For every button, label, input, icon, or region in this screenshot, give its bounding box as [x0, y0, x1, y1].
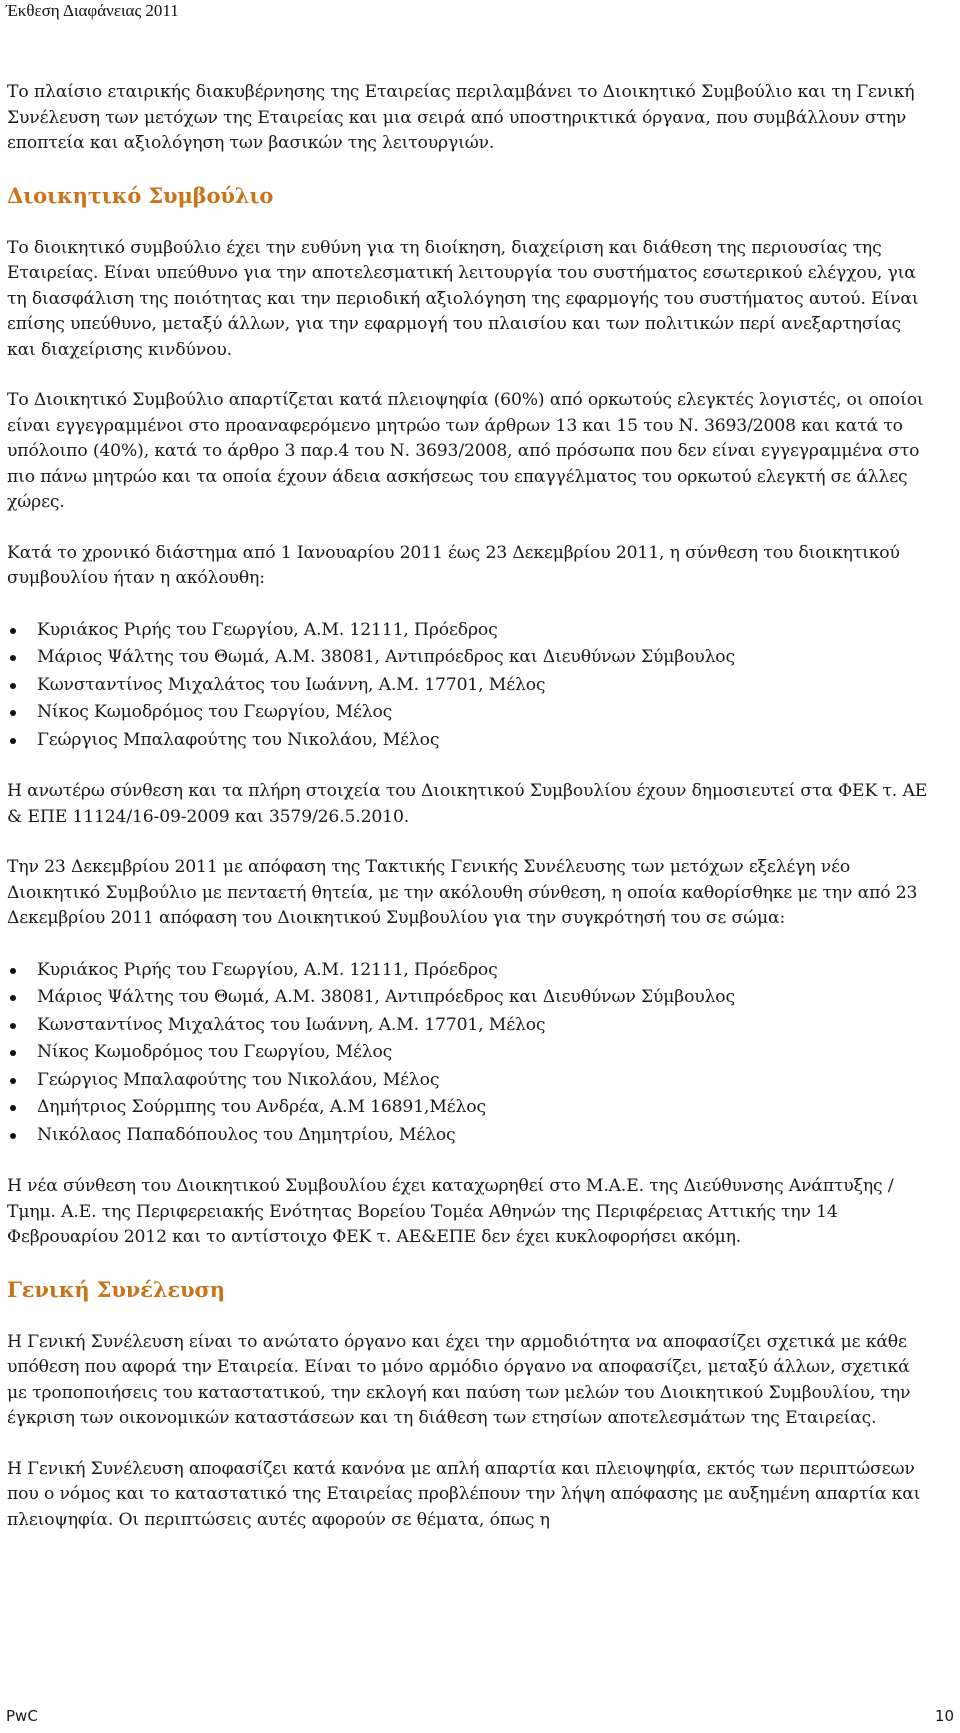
- bullet-icon: [10, 995, 16, 1001]
- bullet-icon: [10, 1023, 16, 1029]
- bullet-icon: [10, 1050, 16, 1056]
- list-item: [37, 1122, 929, 1150]
- bullet-icon: [10, 710, 16, 716]
- list-item-text: Δημήτριος Σούρμπης του Ανδρέα, Α.Μ 16891,Μέλος: [37, 1097, 486, 1117]
- running-header: Έκθεση Διαφάνειας 2011: [6, 1, 179, 20]
- list-item-text: Νίκος Κωμοδρόμος του Γεωργίου, Μέλος: [37, 1042, 393, 1062]
- list-item: [37, 617, 929, 645]
- list-item: [37, 957, 929, 985]
- list-item: [37, 1039, 929, 1067]
- intro-paragraph: Το πλαίσιο εταιρικής διακυβέρνησης της Εταιρείας περιλαμβάνει το Διοικητικό Συμβούλιο και τη Γενική Συνέλευση των μετόχων της Εταιρείας και μια σειρά από υποστηρικτικά όργανα, που συμβάλλουν στην εποπτεία και αξιολόγηση των βασικών της λειτουργιών.: [7, 82, 915, 153]
- bullet-icon: [10, 1105, 16, 1111]
- list-item-text: Κωνσταντίνος Μιχαλάτος του Ιωάννη, Α.Μ. 17701, Μέλος: [37, 1014, 546, 1035]
- page-number: 10: [934, 1707, 954, 1725]
- list-item-text: Νικόλαος Παπαδόπουλος του Δημητρίου, Μέλος: [37, 1124, 456, 1145]
- bullet-icon: [10, 968, 16, 974]
- document-body: [7, 80, 929, 1558]
- board-paragraph-2: Το Διοικητικό Συμβούλιο απαρτίζεται κατά πλειοψηφία (60%) από ορκωτούς ελεγκτές λογιστές, οι οποίοι είναι εγγεγραμμένοι στο προαναφερόμενο μητρώο των άρθρων 13 και 15 του Ν. 3693/2008 και κατά το υπόλοιπο (40%), κατά το άρθρο 3 παρ.4 του Ν. 3693/2008, από πρόσωπα που δεν είναι εγγεγραμμένα στο πιο πάνω μητρώο και τα οποία έχουν άδεια ασκήσεως του επαγγέλματος του ορκωτού ελεγκτή σε άλλες χώρες.: [7, 390, 924, 512]
- footer-brand: PwC: [6, 1707, 38, 1725]
- section-heading-general-assembly: Γενική Συνέλευση: [7, 1276, 225, 1302]
- bullet-icon: [10, 1078, 16, 1084]
- publication-note: Η ανωτέρω σύνθεση και τα πλήρη στοιχεία του Διοικητικού Συμβουλίου έχουν δημοσιευτεί στα ΦΕΚ τ. ΑΕ & ΕΠΕ 11124/16-09-2009 και 3579/26.5.2010.: [7, 781, 928, 827]
- list-item: [37, 699, 929, 727]
- list-item-text: Κυριάκος Ριρής του Γεωργίου, Α.Μ. 12111, Πρόεδρος: [37, 959, 498, 980]
- list-item: [37, 727, 929, 755]
- list-item: [37, 1094, 929, 1122]
- assembly-paragraph-2: Η Γενική Συνέλευση αποφασίζει κατά κανόνα με απλή απαρτία και πλειοψηφία, εκτός των περιπτώσεων που ο νόμος και το καταστατικό της Εταιρείας προβλέπουν την λήψη απόφασης με αυξημένη απαρτία και πλειοψηφία. Οι περιπτώσεις αυτές αφορούν σε θέματα, όπως η: [7, 1458, 921, 1530]
- list-item-text: Κωνσταντίνος Μιχαλάτος του Ιωάννη, Α.Μ. 17701, Μέλος: [37, 674, 546, 695]
- board-paragraph-1: Το διοικητικό συμβούλιο έχει την ευθύνη για τη διοίκηση, διαχείριση και διάθεση της περιουσίας της Εταιρείας. Είναι υπεύθυνο για την αποτελεσματική λειτουργία του συστήματος εσωτερικού ελέγχου, για τη διασφάλιση της ποιότητας και την περιοδική αξιολόγηση της εφαρμογής του συστήματος αυτού. Είναι επίσης υπεύθυνο, μεταξύ άλλων, για την εφαρμογή του πλαισίου και των πολιτικών περί ανεξαρτησίας και διαχείρισης κινδύνου.: [7, 237, 919, 360]
- list-item-text: Κυριάκος Ριρής του Γεωργίου, Α.Μ. 12111, Πρόεδρος: [37, 619, 498, 640]
- bullet-icon: [10, 738, 16, 744]
- assembly-paragraph-1: Η Γενική Συνέλευση είναι το ανώτατο όργανο και έχει την αρμοδιότητα να αποφασίζει σχετικά με κάθε υπόθεση που αφορά την Εταιρεία. Είναι το μόνο αρμόδιο όργανο να αποφασίζει, μεταξύ άλλων, σχετικά με τροποποιήσεις του καταστατικού, την εκλογή και παύση των μελών του Διοικητικού Συμβουλίου, την έγκριση των οικονομικών καταστάσεων και τη διάθεση των ετησίων αποτελεσμάτων της Εταιρείας.: [7, 1331, 911, 1428]
- list-item-text: Νίκος Κωμοδρόμος του Γεωργίου, Μέλος: [37, 702, 393, 722]
- list-item: [37, 984, 929, 1012]
- members-new-list: [7, 957, 929, 1150]
- board-paragraph-3: Κατά το χρονικό διάστημα από 1 Ιανουαρίου 2011 έως 23 Δεκεμβρίου 2011, η σύνθεση του διοικητικού συμβουλίου ήταν η ακόλουθη:: [7, 542, 900, 588]
- list-item-text: Μάριος Ψάλτης του Θωμά, Α.Μ. 38081, Αντιπρόεδρος και Διευθύνων Σύμβουλος: [37, 647, 735, 667]
- list-item: [37, 1012, 929, 1040]
- members-2011-list: [7, 617, 929, 755]
- bullet-icon: [10, 655, 16, 661]
- new-board-intro: Την 23 Δεκεμβρίου 2011 με απόφαση της Τακτικής Γενικής Συνέλευσης των μετόχων εξελέγη νέο Διοικητικό Συμβούλιο με πενταετή θητεία, με την ακόλουθη σύνθεση, η οποία καθορίσθηκε με την από 23 Δεκεμβρίου 2011 απόφαση του Διοικητικού Συμβουλίου για την συγκρότησή του σε σώμα:: [7, 857, 918, 928]
- bullet-icon: [10, 628, 16, 634]
- bullet-icon: [10, 683, 16, 689]
- list-item: [37, 672, 929, 700]
- list-item-text: Μάριος Ψάλτης του Θωμά, Α.Μ. 38081, Αντιπρόεδρος και Διευθύνων Σύμβουλος: [37, 987, 735, 1007]
- bullet-icon: [10, 1133, 16, 1139]
- section-heading-board: Διοικητικό Συμβούλιο: [7, 182, 274, 208]
- list-item: [37, 1067, 929, 1095]
- list-item-text: Γεώργιος Μπαλαφούτης του Νικολάου, Μέλος: [37, 729, 440, 750]
- list-item: [37, 644, 929, 672]
- list-item-text: Γεώργιος Μπαλαφούτης του Νικολάου, Μέλος: [37, 1069, 440, 1090]
- registration-note: Η νέα σύνθεση του Διοικητικού Συμβουλίου έχει καταχωρηθεί στο Μ.Α.Ε. της Διεύθυνσης Ανάπτυξης / Τμημ. Α.Ε. της Περιφερειακής Ενότητας Βορείου Τομέα Αθηνών της Περιφέρειας Αττικής την 14 Φεβρουαρίου 2012 και το αντίστοιχο ΦΕΚ τ. ΑΕ&ΕΠΕ δεν έχει κυκλοφορήσει ακόμη.: [7, 1176, 894, 1247]
